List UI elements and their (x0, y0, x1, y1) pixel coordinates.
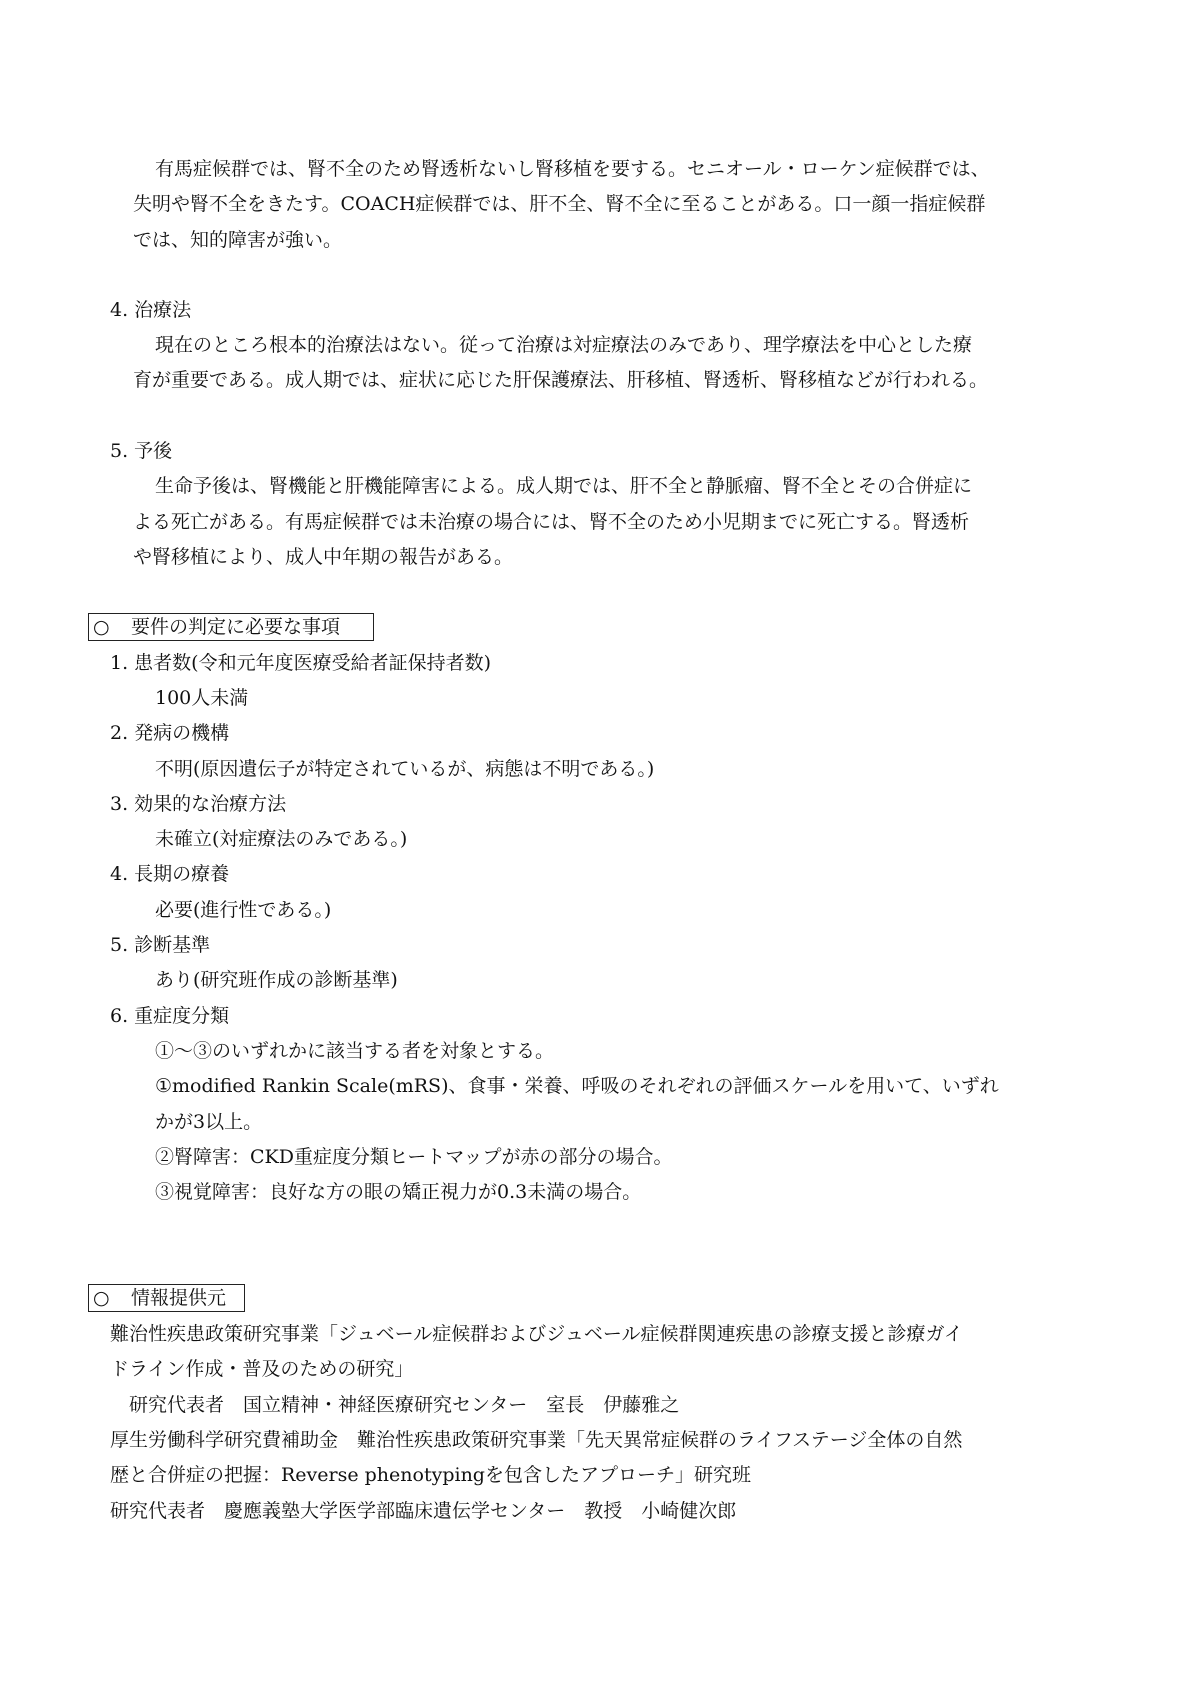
severity-line-1: ①modified Rankin Scale(mRS)、食事・栄養、呼吸のそれぞれの評価スケールを用いて、いずれ (155, 1075, 999, 1097)
prognosis-heading: 5. 予後 (110, 440, 173, 462)
info-source-line-3: 研究代表者 国立精神・神経医療研究センター 室長 伊藤雅之 (110, 1394, 680, 1416)
requirement-value-6: ①～③のいずれかに該当する者を対象とする。 (155, 1040, 555, 1062)
circle-icon: ○ (93, 616, 110, 638)
intro-line-2: 失明や腎不全をきたす。COACH症候群では、肝不全、腎不全に至ることがある。口一顔一指症候群 (133, 193, 986, 215)
info-source-line-4: 厚生労働科学研究費補助金 難治性疾患政策研究事業「先天異常症候群のライフステージ全体の自然 (110, 1429, 963, 1451)
info-source-line-6: 研究代表者 慶應義塾大学医学部臨床遺伝学センター 教授 小崎健次郎 (110, 1500, 737, 1522)
severity-line-3: ②腎障害：CKD重症度分類ヒートマップが赤の部分の場合。 (155, 1146, 673, 1168)
requirements-section-header (88, 613, 374, 641)
requirement-heading-4: 4. 長期の療養 (110, 863, 230, 885)
intro-line-3: では、知的障害が強い。 (133, 229, 343, 251)
requirement-value-2: 不明(原因遺伝子が特定されているが、病態は不明である。) (155, 758, 655, 780)
requirements-title: 要件の判定に必要な事項 (131, 616, 341, 638)
requirement-heading-1: 1. 患者数(令和元年度医療受給者証保持者数) (110, 652, 491, 674)
info-source-line-2: ドライン作成・普及のための研究」 (110, 1358, 414, 1380)
requirement-value-3: 未確立(対症療法のみである。) (155, 828, 408, 850)
prognosis-line-1: 生命予後は、腎機能と肝機能障害による。成人期では、肝不全と静脈瘤、腎不全とその合併症に (155, 475, 973, 497)
info-source-line-5: 歴と合併症の把握：Reverse phenotypingを包含したアプローチ」研究班 (110, 1464, 751, 1486)
info-source-line-1: 難治性疾患政策研究事業「ジュベール症候群およびジュベール症候群関連疾患の診療支援と診療ガイ (110, 1323, 963, 1345)
requirement-heading-2: 2. 発病の機構 (110, 722, 230, 744)
info-source-title: 情報提供元 (131, 1287, 227, 1309)
circle-icon: ○ (93, 1287, 110, 1309)
requirement-heading-6: 6. 重症度分類 (110, 1005, 230, 1027)
severity-line-2: かが3以上。 (155, 1111, 263, 1133)
info-source-section-header (88, 1284, 245, 1312)
prognosis-line-3: や腎移植により、成人中年期の報告がある。 (133, 546, 514, 568)
requirement-value-1: 100人未満 (155, 687, 249, 709)
requirement-heading-3: 3. 効果的な治療方法 (110, 793, 287, 815)
requirement-value-5: あり(研究班作成の診断基準) (155, 969, 398, 991)
intro-line-1: 有馬症候群では、腎不全のため腎透析ないし腎移植を要する。セニオール・ローケン症候群では、 (155, 158, 990, 180)
prognosis-line-2: よる死亡がある。有馬症候群では未治療の場合には、腎不全のため小児期までに死亡する。腎透析 (133, 511, 970, 533)
treatment-line-1: 現在のところ根本的治療法はない。従って治療は対症療法のみであり、理学療法を中心とした療 (155, 334, 973, 356)
treatment-heading: 4. 治療法 (110, 299, 192, 321)
requirement-value-4: 必要(進行性である。) (155, 899, 332, 921)
requirement-heading-5: 5. 診断基準 (110, 934, 211, 956)
treatment-line-2: 育が重要である。成人期では、症状に応じた肝保護療法、肝移植、腎透析、腎移植などが行われる。 (133, 369, 989, 391)
severity-line-4: ③視覚障害：良好な方の眼の矯正視力が0.3未満の場合。 (155, 1181, 642, 1203)
